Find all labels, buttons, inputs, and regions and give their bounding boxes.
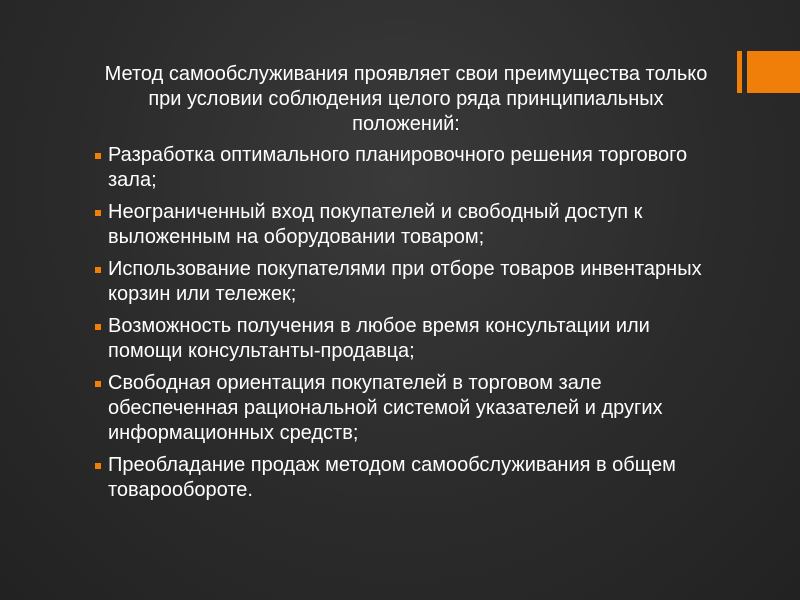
list-item-text: Использование покупателями при отборе товаров инвентарных корзин или тележек; xyxy=(108,258,702,305)
list-item-text: Неограниченный вход покупателей и свободный доступ к выложенным на оборудовании товаром; xyxy=(108,201,643,248)
list-item xyxy=(92,200,712,250)
list-item xyxy=(92,314,712,364)
list-item-text: Свободная ориентация покупателей в торговом зале обеспеченная рациональной системой указателей и других информационных средств; xyxy=(108,372,663,444)
intro-text: Метод самообслуживания проявляет свои преимущества только при условии соблюдения целого ряда принципиальных положений: xyxy=(104,63,708,135)
list-item xyxy=(92,453,712,503)
bullet-square-icon xyxy=(95,267,101,273)
bullet-list xyxy=(92,143,712,503)
bullet-square-icon xyxy=(95,381,101,387)
list-item-text: Преобладание продаж методом самообслуживания в общем товарообороте. xyxy=(108,454,676,501)
accent-bar-thin xyxy=(737,51,742,93)
list-item-text: Возможность получения в любое время консультации или помощи консультанты-продавца; xyxy=(108,315,650,362)
list-item xyxy=(92,371,712,446)
bullet-square-icon xyxy=(95,463,101,469)
bullet-square-icon xyxy=(95,210,101,216)
accent-bar-block xyxy=(747,51,800,93)
list-item xyxy=(92,257,712,307)
slide-content xyxy=(92,62,712,510)
list-item xyxy=(92,143,712,193)
list-item-text: Разработка оптимального планировочного решения торгового зала; xyxy=(108,144,688,191)
bullet-square-icon xyxy=(95,153,101,159)
bullet-square-icon xyxy=(95,324,101,330)
